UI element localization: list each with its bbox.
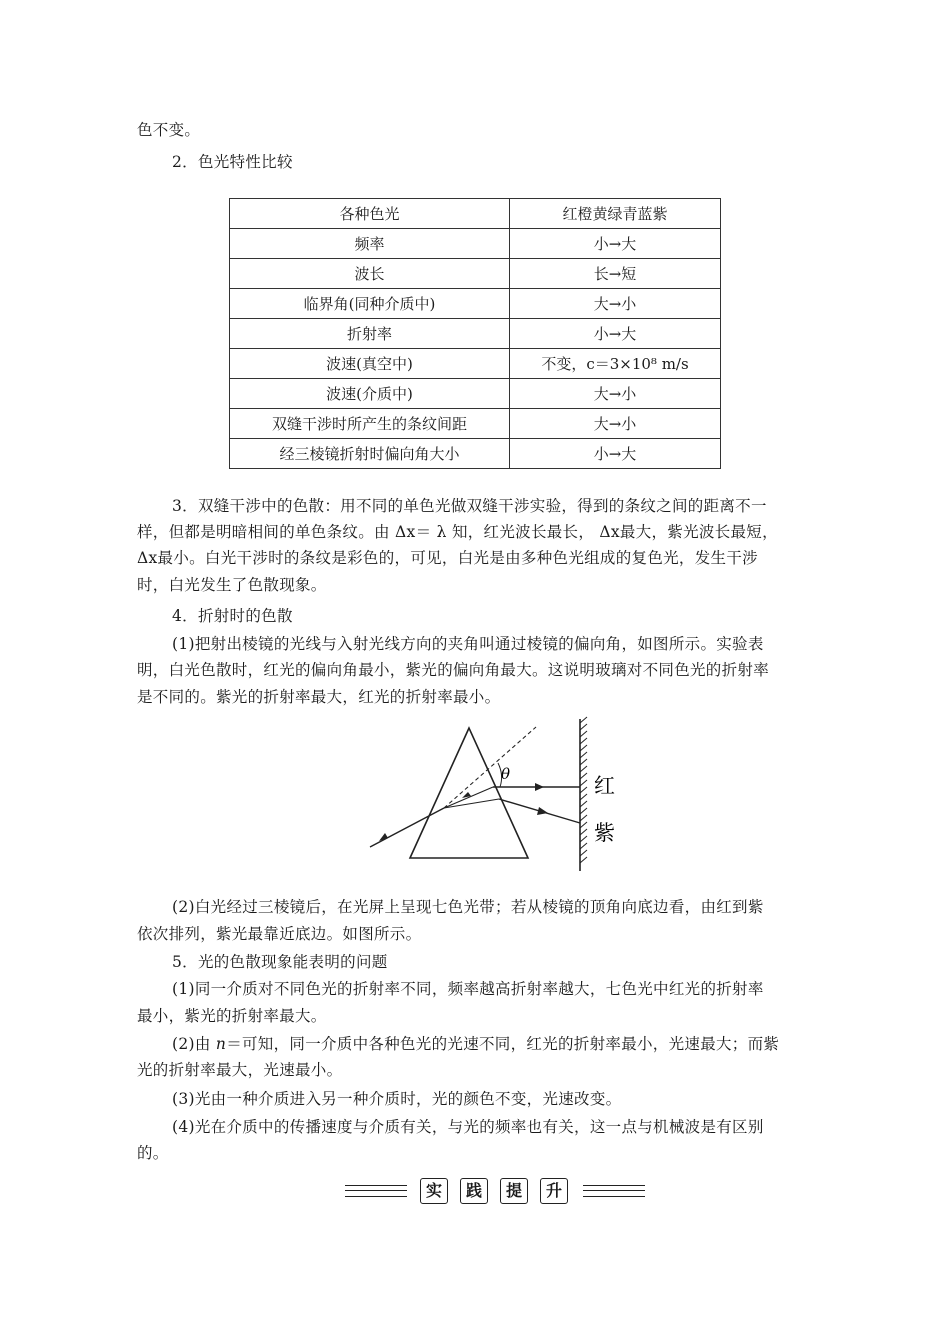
table-cell: 频率	[230, 229, 510, 259]
section-banner	[345, 1176, 645, 1206]
red-label: 红	[594, 774, 615, 798]
table-cell: 临界角(同种介质中)	[230, 289, 510, 319]
table-row	[230, 259, 721, 289]
table-cell: 经三棱镜折射时偏向角大小	[230, 439, 510, 469]
table-cell: 大→小	[510, 289, 721, 319]
table-cell: 不变，c＝3×10⁸ m/s	[510, 349, 721, 379]
violet-label: 紫	[594, 821, 615, 845]
prism-dispersion-figure	[358, 713, 631, 875]
table-cell: 长→短	[510, 259, 721, 289]
table-cell: 小→大	[510, 229, 721, 259]
paragraph-4-1-line: 明，白光色散时，红光的偏向角最小，紫光的偏向角最大。这说明玻璃对不同色光的折射率	[137, 661, 770, 679]
text-line: 色不变。	[137, 121, 201, 139]
table-header-cell: 各种色光	[230, 199, 510, 229]
table-header-row	[230, 199, 721, 229]
section-heading-5: 5．光的色散现象能表明的问题	[172, 953, 388, 971]
paragraph-5-2-line	[172, 1032, 852, 1056]
table-cell: 折射率	[230, 319, 510, 349]
angle-label: θ	[501, 765, 511, 783]
paragraph-5-1-line: (1)同一介质对不同色光的折射率不同，频率越高折射率越大，七色光中红光的折射率	[172, 980, 764, 998]
table-cell: 小→大	[510, 439, 721, 469]
paragraph-3-line: Δx最小。白光干涉时的条纹是彩色的，可见，白光是由多种色光组成的复色光，发生干涉	[137, 549, 758, 567]
figure-background	[358, 713, 631, 875]
paragraph-5-4-line: 的。	[137, 1144, 169, 1162]
table-row	[230, 439, 721, 469]
table-row	[230, 229, 721, 259]
text-span: ＝可知，同一介质中各种色光的光速不同，红光的折射率最小，光速最大；而紫	[226, 1035, 780, 1053]
paragraph-3-line: 样，但都是明暗相间的单色条纹。由 Δx＝ λ 知，红光波长最长， Δx最大，紫光波长最短，	[137, 523, 778, 541]
paragraph-4-2-line: 依次排列，紫光最靠近底边。如图所示。	[137, 925, 422, 943]
paragraph-4-2-line: (2)白光经过三棱镜后，在光屏上呈现七色光带；若从棱镜的顶角向底边看，由红到紫	[172, 898, 764, 916]
section-heading-2: 2．色光特性比较	[172, 153, 293, 171]
banner-char: 践	[460, 1178, 488, 1204]
table-row	[230, 319, 721, 349]
table-cell: 波长	[230, 259, 510, 289]
paragraph-5-2-line: 光的折射率最大，光速最小。	[137, 1061, 343, 1079]
banner-char: 升	[540, 1178, 568, 1204]
color-properties-table	[229, 198, 721, 469]
table-row	[230, 289, 721, 319]
banner-rule-left	[345, 1185, 407, 1197]
table-cell: 小→大	[510, 319, 721, 349]
table-row	[230, 409, 721, 439]
paragraph-4-1-line: 是不同的。紫光的折射率最大，红光的折射率最小。	[137, 688, 501, 706]
text-span: (2)由	[172, 1035, 216, 1053]
table-row	[230, 349, 721, 379]
paragraph-5-3-line: (3)光由一种介质进入另一种介质时，光的颜色不变，光速改变。	[172, 1090, 622, 1108]
paragraph-3-line: 3．双缝干涉中的色散：用不同的单色光做双缝干涉实验，得到的条纹之间的距离不一	[172, 497, 767, 515]
table-cell: 波速(介质中)	[230, 379, 510, 409]
table-cell: 双缝干涉时所产生的条纹间距	[230, 409, 510, 439]
banner-rule-right	[583, 1185, 645, 1197]
paragraph-3-line: 时，白光发生了色散现象。	[137, 576, 327, 594]
paragraph-5-1-line: 最小，紫光的折射率最大。	[137, 1007, 327, 1025]
variable-n: n	[215, 1035, 227, 1053]
banner-char: 提	[500, 1178, 528, 1204]
table-row	[230, 379, 721, 409]
section-heading-4: 4．折射时的色散	[172, 607, 293, 625]
paragraph-5-4-line: (4)光在介质中的传播速度与介质有关，与光的频率也有关，这一点与机械波是有区别	[172, 1118, 764, 1136]
paragraph-4-1-line: (1)把射出棱镜的光线与入射光线方向的夹角叫通过棱镜的偏向角，如图所示。实验表	[172, 635, 764, 653]
table-cell: 大→小	[510, 409, 721, 439]
table-cell: 大→小	[510, 379, 721, 409]
table-header-cell: 红橙黄绿青蓝紫	[510, 199, 721, 229]
table-cell: 波速(真空中)	[230, 349, 510, 379]
banner-char: 实	[420, 1178, 448, 1204]
